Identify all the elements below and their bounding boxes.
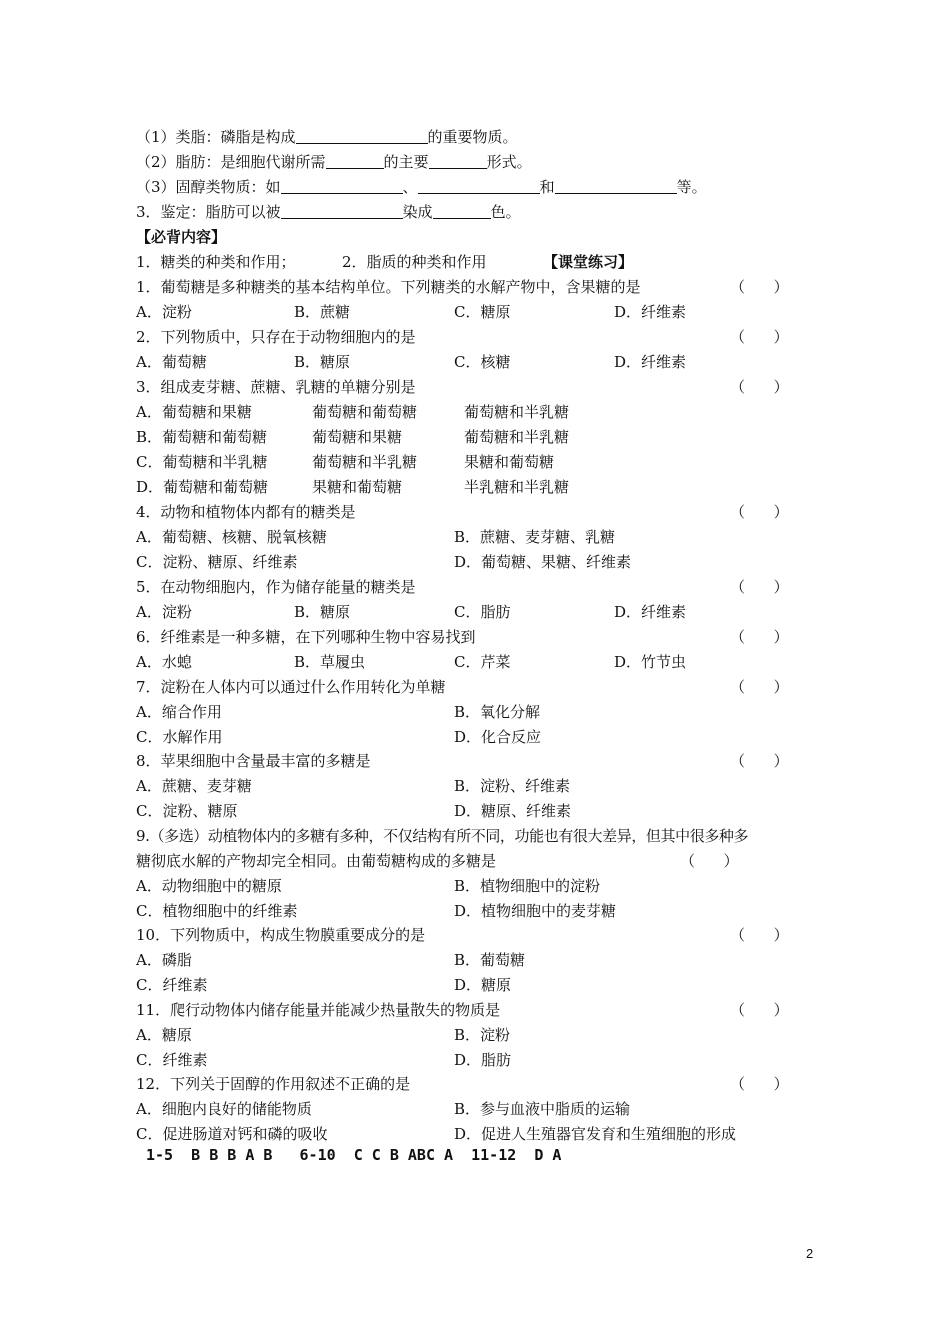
option-b[interactable]: B．糖原 — [294, 353, 351, 371]
option-c[interactable]: C．葡萄糖和半乳糖 — [136, 453, 268, 471]
option-c[interactable]: C．芹菜 — [454, 653, 511, 671]
answer-paren[interactable]: （ ） — [730, 752, 789, 770]
option-c[interactable]: C．核糖 — [454, 353, 511, 371]
option-d[interactable]: D．糖原 — [454, 976, 512, 994]
option-c-part-3: 果糖和葡萄糖 — [464, 453, 555, 471]
option-d[interactable]: D．葡萄糖、果糖、纤维素 — [454, 553, 632, 571]
option-b[interactable]: B．淀粉、纤维素 — [454, 777, 571, 795]
option-a[interactable]: A．糖原 — [136, 1026, 192, 1044]
question-11-stem: 11．爬行动物体内储存能量并能减少热量散失的物质是 — [136, 1001, 501, 1019]
option-a-part-2: 葡萄糖和葡萄糖 — [312, 403, 418, 421]
answer-paren[interactable]: （ ） — [730, 926, 789, 944]
question-4-stem: 4．动物和植物体内都有的糖类是 — [136, 503, 356, 521]
answer-blank[interactable] — [429, 154, 487, 169]
option-b[interactable]: B．植物细胞中的淀粉 — [454, 877, 601, 895]
answer-paren[interactable]: （ ） — [730, 578, 789, 596]
answer-paren[interactable]: （ ） — [730, 378, 789, 396]
option-d[interactable]: D．植物细胞中的麦芽糖 — [454, 902, 617, 920]
option-b[interactable]: B．葡萄糖 — [454, 951, 526, 969]
answer-paren[interactable]: （ ） — [680, 852, 739, 870]
option-d[interactable]: D．竹节虫 — [614, 653, 687, 671]
question-8-stem: 8．苹果细胞中含量最丰富的多糖是 — [136, 752, 371, 770]
option-d[interactable]: D．纤维素 — [614, 603, 687, 621]
option-b[interactable]: B．葡萄糖和葡萄糖 — [136, 428, 268, 446]
option-b[interactable]: B．糖原 — [294, 603, 351, 621]
option-c[interactable]: C．植物细胞中的纤维素 — [136, 902, 298, 920]
option-a[interactable]: A．缩合作用 — [136, 703, 222, 721]
answer-blank[interactable] — [555, 179, 677, 194]
answer-paren[interactable]: （ ） — [730, 503, 789, 521]
option-c[interactable]: C．促进肠道对钙和磷的吸收 — [136, 1125, 328, 1143]
option-b[interactable]: B．参与血液中脂质的运输 — [454, 1100, 631, 1118]
answer-blank[interactable] — [433, 204, 491, 219]
must-item-1: 1．糖类的种类和作用； — [136, 253, 296, 271]
option-d-part-3: 半乳糖和半乳糖 — [464, 478, 570, 496]
fat-line: （2）脂肪：是细胞代谢所需 的主要 形式。 — [136, 153, 532, 171]
option-b-part-2: 葡萄糖和果糖 — [312, 428, 403, 446]
answer-blank[interactable] — [281, 179, 403, 194]
option-a-part-3: 葡萄糖和半乳糖 — [464, 403, 570, 421]
option-a[interactable]: A．细胞内良好的储能物质 — [136, 1100, 312, 1118]
question-10-stem: 10．下列物质中，构成生物膜重要成分的是 — [136, 926, 426, 944]
answer-paren[interactable]: （ ） — [730, 1075, 789, 1093]
option-c[interactable]: C．淀粉、糖原、纤维素 — [136, 553, 298, 571]
question-6-stem: 6．纤维素是一种多糖，在下列哪种生物中容易找到 — [136, 628, 476, 646]
option-a[interactable]: A．葡萄糖和果糖 — [136, 403, 252, 421]
lipid-phospholipid-line: （1）类脂：磷脂是构成 的重要物质。 — [136, 128, 518, 146]
identification-line: 3．鉴定：脂肪可以被 染成 色。 — [136, 203, 521, 221]
option-a[interactable]: A．淀粉 — [136, 303, 192, 321]
option-b[interactable]: B．蔗糖、麦芽糖、乳糖 — [454, 528, 616, 546]
option-c[interactable]: C．糖原 — [454, 303, 511, 321]
question-9-stem-cont: 糖彻底水解的产物却完全相同。由葡萄糖构成的多糖是 — [136, 852, 497, 870]
option-c[interactable]: C．纤维素 — [136, 1051, 208, 1069]
question-7-stem: 7．淀粉在人体内可以通过什么作用转化为单糖 — [136, 678, 446, 696]
answer-paren[interactable]: （ ） — [730, 278, 789, 296]
answer-paren[interactable]: （ ） — [730, 628, 789, 646]
option-d[interactable]: D．葡萄糖和葡萄糖 — [136, 478, 269, 496]
answer-blank[interactable] — [281, 204, 403, 219]
answer-paren[interactable]: （ ） — [730, 678, 789, 696]
question-5-stem: 5．在动物细胞内，作为储存能量的糖类是 — [136, 578, 416, 596]
answer-paren[interactable]: （ ） — [730, 1001, 789, 1019]
answer-blank[interactable] — [296, 129, 428, 144]
option-d[interactable]: D．脂肪 — [454, 1051, 512, 1069]
answer-blank[interactable] — [326, 154, 384, 169]
option-c[interactable]: C．水解作用 — [136, 728, 223, 746]
option-d-part-2: 果糖和葡萄糖 — [312, 478, 403, 496]
answer-key: 1-5 B B B A B 6-10 C C B ABC A 11-12 D A — [146, 1146, 562, 1164]
option-b-part-3: 葡萄糖和半乳糖 — [464, 428, 570, 446]
option-c[interactable]: C．脂肪 — [454, 603, 511, 621]
option-d[interactable]: D．促进人生殖器官发育和生殖细胞的形成 — [454, 1125, 737, 1143]
sterol-line: （3）固醇类物质：如 、 和 等。 — [136, 178, 707, 196]
question-12-stem: 12．下列关于固醇的作用叙述不正确的是 — [136, 1075, 411, 1093]
option-b[interactable]: B．氧化分解 — [454, 703, 541, 721]
answer-blank[interactable] — [418, 179, 540, 194]
option-c[interactable]: C．淀粉、糖原 — [136, 802, 238, 820]
page-number: 2 — [806, 1246, 814, 1261]
option-a[interactable]: A．动物细胞中的糖原 — [136, 877, 282, 895]
option-a[interactable]: A．水螅 — [136, 653, 192, 671]
option-a[interactable]: A．磷脂 — [136, 951, 192, 969]
question-9-stem: 9.（多选）动植物体内的多糖有多种，不仅结构有所不同，功能也有很大差异，但其中很多种多 — [136, 827, 749, 845]
question-2-stem: 2．下列物质中，只存在于动物细胞内的是 — [136, 328, 416, 346]
option-d[interactable]: D．纤维素 — [614, 353, 687, 371]
option-c[interactable]: C．纤维素 — [136, 976, 208, 994]
question-1-stem: 1．葡萄糖是多种糖类的基本结构单位。下列糖类的水解产物中，含果糖的是 — [136, 278, 641, 296]
option-a[interactable]: A．葡萄糖、核糖、脱氧核糖 — [136, 528, 327, 546]
option-b[interactable]: B．草履虫 — [294, 653, 366, 671]
question-3-stem: 3．组成麦芽糖、蔗糖、乳糖的单糖分别是 — [136, 378, 416, 396]
option-d[interactable]: D．化合反应 — [454, 728, 542, 746]
must-memorize-heading: 【必背内容】 — [136, 228, 227, 246]
practice-heading: 【课堂练习】 — [543, 253, 634, 271]
option-c-part-2: 葡萄糖和半乳糖 — [312, 453, 418, 471]
option-b[interactable]: B．淀粉 — [454, 1026, 511, 1044]
option-b[interactable]: B．蔗糖 — [294, 303, 351, 321]
option-d[interactable]: D．糖原、纤维素 — [454, 802, 572, 820]
option-a[interactable]: A．淀粉 — [136, 603, 192, 621]
option-a[interactable]: A．葡萄糖 — [136, 353, 207, 371]
answer-paren[interactable]: （ ） — [730, 328, 789, 346]
option-a[interactable]: A．蔗糖、麦芽糖 — [136, 777, 252, 795]
option-d[interactable]: D．纤维素 — [614, 303, 687, 321]
must-item-2: 2．脂质的种类和作用 — [342, 253, 487, 271]
